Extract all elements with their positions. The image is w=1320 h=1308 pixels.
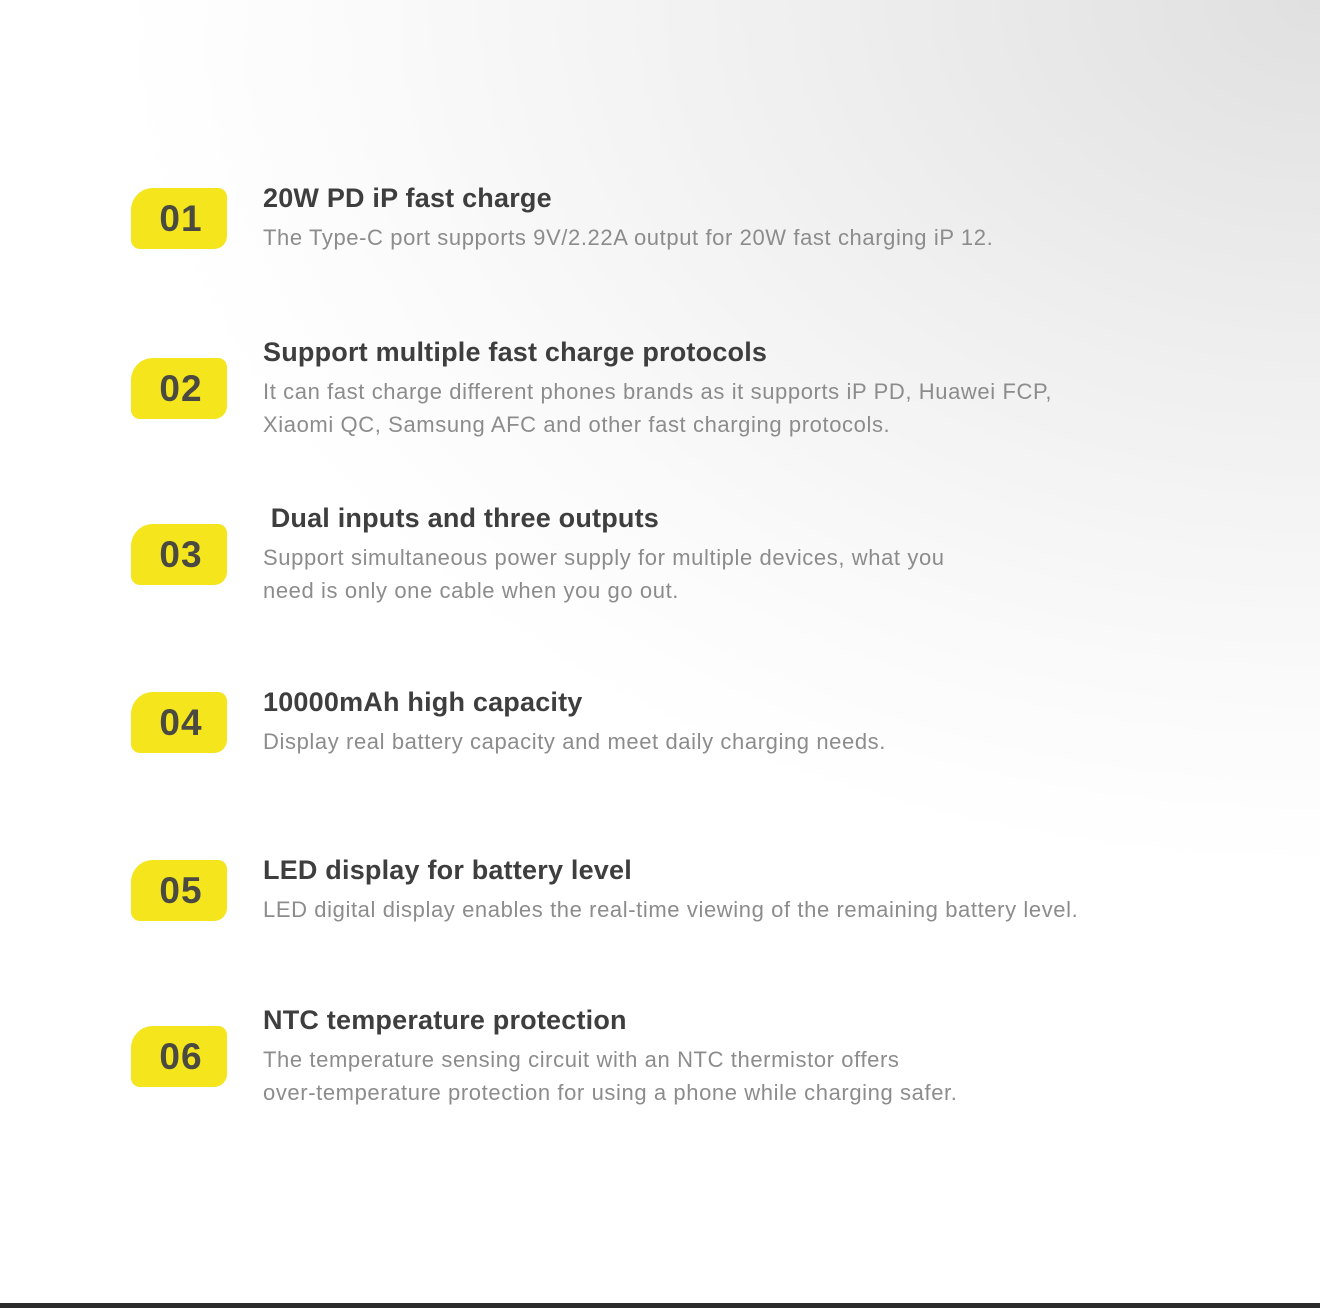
feature-number: 02 [159,368,203,409]
feature-description: It can fast charge different phones brands as it supports iP PD, Huawei FCP, Xiaomi QC, Samsung AFC and other fast charging protocols. [263,379,1053,437]
feature-item [131,502,945,607]
feature-item [131,182,993,254]
feature-title: 20W PD iP fast charge [263,183,552,213]
feature-number-badge [131,358,227,419]
feature-number-badge [131,524,227,585]
feature-number: 05 [159,869,203,911]
feature-title: NTC temperature protection [263,1005,627,1035]
feature-title: Support multiple fast charge protocols [263,337,768,367]
feature-item [131,336,1052,441]
feature-description: Support simultaneous power supply for multiple devices, what you need is only one cable when you go out. [263,545,945,603]
feature-title: LED display for battery level [263,855,632,885]
feature-item [131,686,886,758]
feature-item [131,854,1078,926]
feature-description: LED digital display enables the real-time viewing of the remaining battery level. [263,897,1079,922]
feature-number: 06 [159,1036,203,1077]
feature-number-badge [131,1026,227,1087]
feature-number-badge [131,692,227,753]
feature-description: The temperature sensing circuit with an NTC thermistor offers over-temperature protection for using a phone while charging safer. [263,1047,958,1105]
feature-number-badge [131,860,227,921]
feature-number-badge [131,188,227,249]
feature-description: Display real battery capacity and meet daily charging needs. [263,729,886,754]
bottom-edge-bar [0,1303,1320,1308]
feature-number: 01 [159,197,203,239]
feature-title: Dual inputs and three outputs [263,503,659,533]
feature-description: The Type-C port supports 9V/2.22A output for 20W fast charging iP 12. [263,225,994,250]
feature-item [131,1004,957,1109]
feature-title: 10000mAh high capacity [263,687,583,717]
feature-number: 03 [159,534,203,575]
feature-number: 04 [159,701,203,743]
